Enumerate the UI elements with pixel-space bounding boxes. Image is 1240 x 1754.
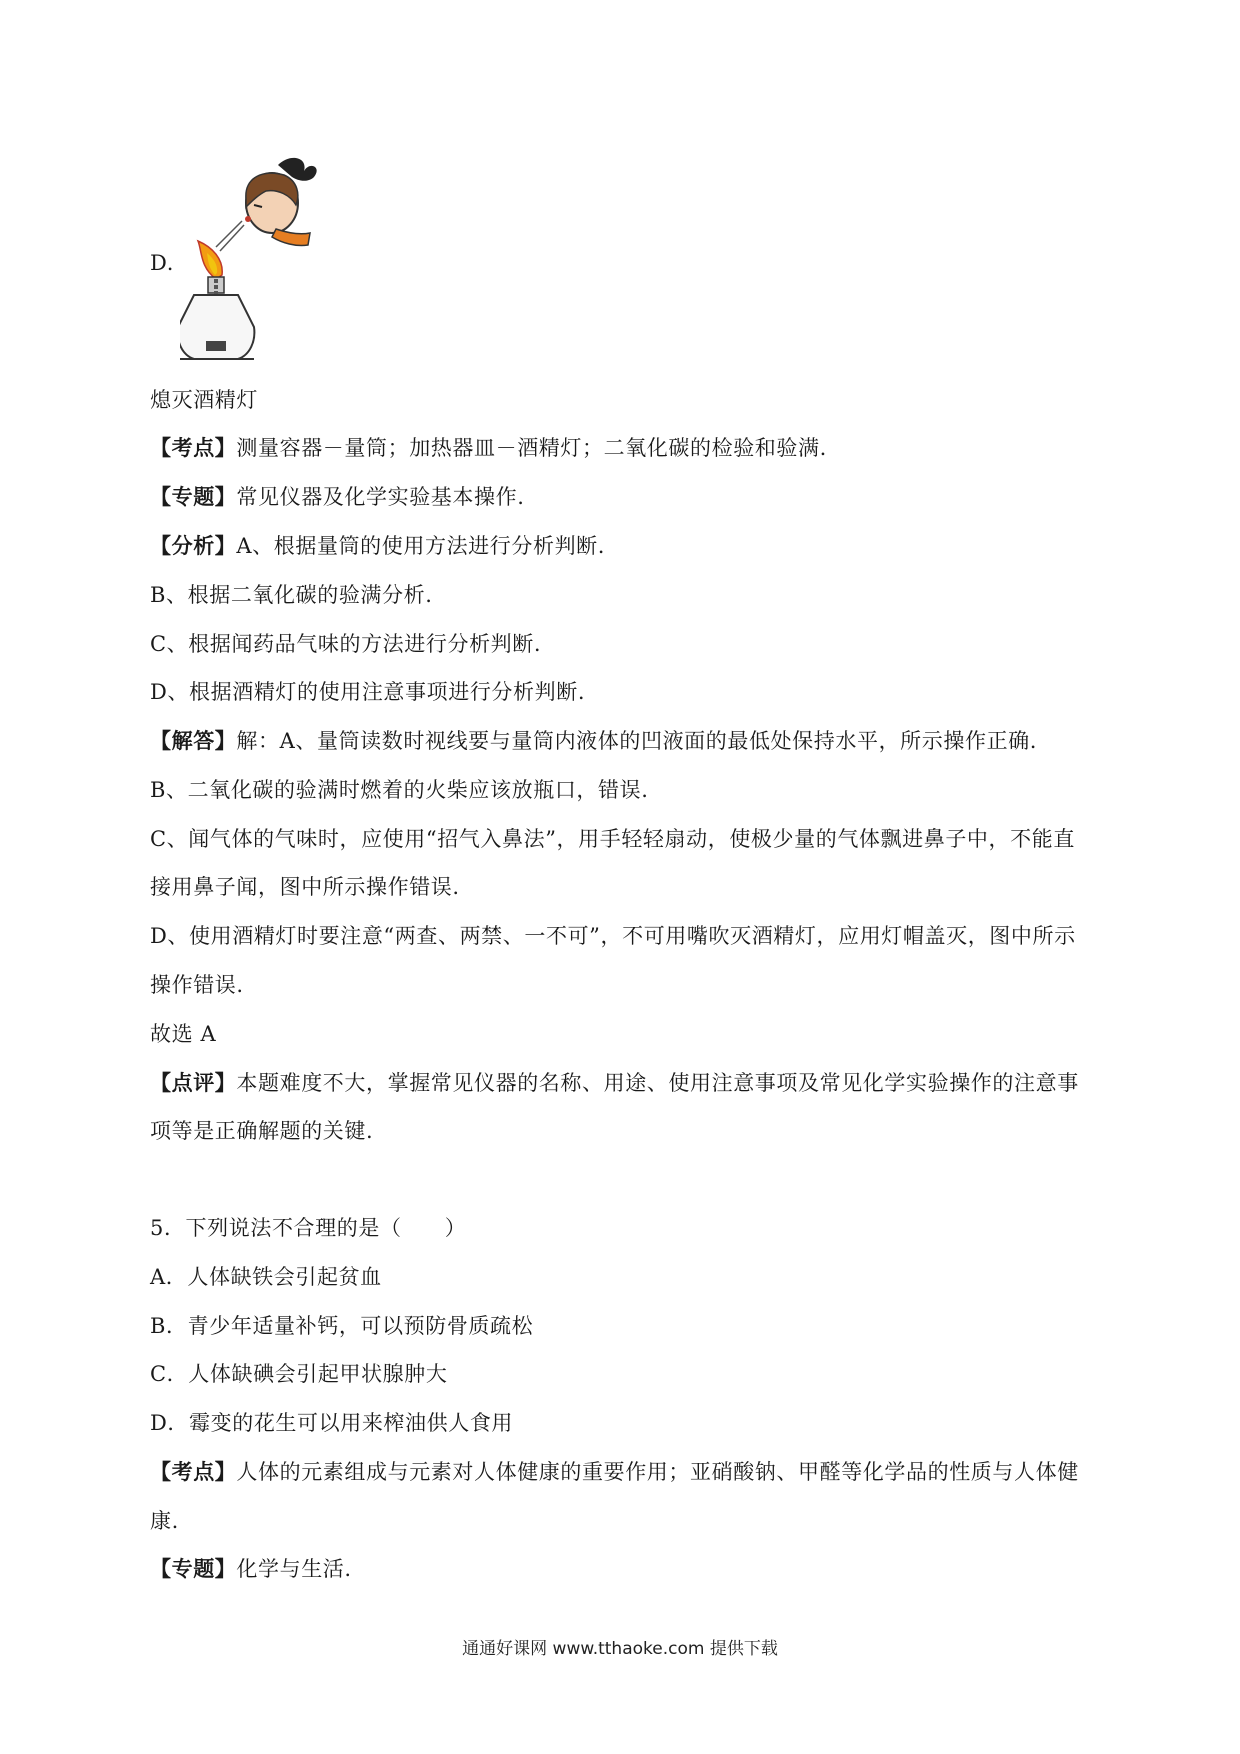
q4-dianping — [150, 1068, 1079, 1098]
page-footer: 通通好课网 www.tthaoke.com 提供下载 — [462, 1639, 778, 1659]
q4-jieda-d-line1: D、使用酒精灯时要注意“两查、两禁、一不可”，不可用嘴吹灭酒精灯，应用灯帽盖灭，图中所示 — [150, 924, 1076, 948]
zhuanti-tag: 【专题】 — [150, 1557, 237, 1581]
option-d-label: D. — [150, 251, 174, 275]
dianping-tag: 【点评】 — [150, 1071, 237, 1095]
q5-zhuanti — [150, 1554, 352, 1584]
q4-fenxi-b: B、根据二氧化碳的验满分析. — [150, 583, 433, 607]
kaodian-text: 测量容器－量筒；加热器皿－酒精灯；二氧化碳的检验和验满. — [236, 436, 827, 460]
jieda-text: 解：A、量筒读数时视线要与量筒内液体的凹液面的最低处保持水平，所示操作正确. — [236, 729, 1038, 753]
zhuanti-text: 化学与生活. — [236, 1557, 352, 1581]
q5-stem: 5．下列说法不合理的是（ ） — [150, 1216, 467, 1240]
kaodian-tag: 【考点】 — [150, 1460, 237, 1484]
q4-answer: 故选 A — [150, 1022, 217, 1046]
dianping-text: 本题难度不大，掌握常见仪器的名称、用途、使用注意事项及常见化学实验操作的注意事 — [236, 1071, 1079, 1095]
q4-fenxi-d: D、根据酒精灯的使用注意事项进行分析判断. — [150, 680, 586, 704]
q4-jieda-c-line2: 接用鼻子闻，图中所示操作错误. — [150, 875, 460, 899]
fenxi-text: A、根据量筒的使用方法进行分析判断. — [236, 534, 606, 558]
fenxi-tag: 【分析】 — [150, 534, 237, 558]
kaodian-text: 人体的元素组成与元素对人体健康的重要作用；亚硝酸钠、甲醛等化学品的性质与人体健 — [236, 1460, 1079, 1484]
q4-fenxi-c: C、根据闻药品气味的方法进行分析判断. — [150, 632, 542, 656]
kaodian-tag: 【考点】 — [150, 436, 237, 460]
q4-jieda-b: B、二氧化碳的验满时燃着的火柴应该放瓶口，错误. — [150, 778, 649, 802]
q5-option-b: B．青少年适量补钙，可以预防骨质疏松 — [150, 1314, 534, 1338]
blowing-out-alcohol-lamp-illustration — [180, 155, 360, 370]
q4-kaodian — [150, 433, 827, 463]
q4-jieda — [150, 726, 1037, 756]
q4-jieda-c-line1: C、闻气体的气味时，应使用“招气入鼻法”，用手轻轻扇动，使极少量的气体飘进鼻子中，不能直 — [150, 827, 1075, 851]
q5-kaodian-line2: 康. — [150, 1509, 179, 1533]
q5-option-c: C．人体缺碘会引起甲状腺肿大 — [150, 1362, 448, 1386]
q4-fenxi — [150, 531, 605, 561]
jieda-tag: 【解答】 — [150, 729, 237, 753]
q4-jieda-d-line2: 操作错误. — [150, 973, 244, 997]
q5-kaodian — [150, 1457, 1079, 1487]
q4-zhuanti — [150, 482, 524, 512]
zhuanti-text: 常见仪器及化学实验基本操作. — [236, 485, 525, 509]
q5-option-d: D．霉变的花生可以用来榨油供人食用 — [150, 1411, 514, 1435]
zhuanti-tag: 【专题】 — [150, 485, 237, 509]
q5-option-a: A．人体缺铁会引起贫血 — [150, 1265, 382, 1289]
q4-dianping-line2: 项等是正确解题的关键. — [150, 1119, 374, 1143]
figure-caption: 熄灭酒精灯 — [150, 388, 258, 412]
